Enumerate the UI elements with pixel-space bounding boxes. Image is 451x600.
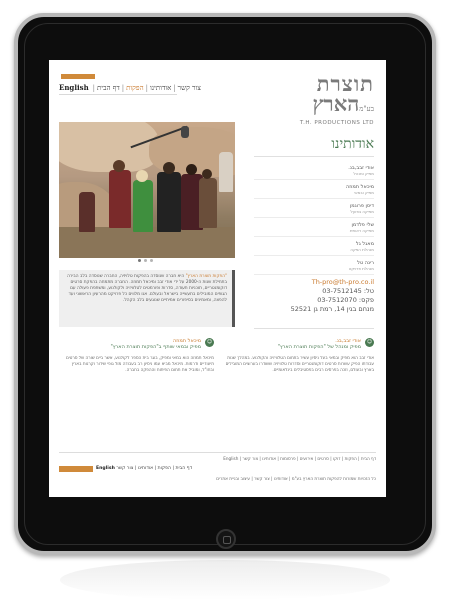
company-intro [59, 270, 235, 327]
logo-line-2: בע"מהארץ [312, 91, 374, 116]
team-member[interactable]: אודי זבב,בנ. מפיק ומנהל [254, 163, 374, 180]
slide-dot[interactable] [150, 259, 153, 262]
team-member[interactable]: דיסן פרוגמן מפיקה בפועל [254, 201, 374, 218]
contact-divider [254, 328, 374, 329]
person-icon: ☺ [366, 339, 373, 345]
profile-body: מיכאל תמוזה הוא במאי ומפיק, בוגר בית הספר לקולנוע, אשר ביים שורה של סרטים תיעודיים ודרמות. מיכאל מביא עמו ניסיון רב בעבודה מול גופי שידור וקרנות בארץ ובחו"ל, ומוביל את תחום הפיתוח וההפקה בחברה. [65, 355, 214, 372]
device-reflection [60, 560, 390, 600]
nav-item-contact[interactable]: צור קשר [177, 84, 201, 92]
about-divider [254, 156, 374, 157]
profile-body: אודי זבב הוא מפיק ובמאי בעל ניסיון עשיר בתחום הטלוויזיה והקולנוע. במהלך שנות עבודתו הפיק עשרות סרטים דוקומנטריים וסדרות טלוויזיה ששודרו בערוצים המובילים בארץ ובעולם, וזכה בפרסים רבים בפסטיבלים בינלאומיים. [225, 355, 374, 372]
contact-phone: טל: 03-7512145 [322, 287, 374, 295]
slideshow-dots [138, 259, 153, 262]
nav-accent-bar [61, 74, 95, 79]
person-icon: ☺ [206, 339, 213, 345]
nav-item-about[interactable]: אודותינו [149, 84, 172, 92]
team-list [254, 163, 374, 277]
footer-links-2: English דף הבית | הפקות | אודותינו | צור קשר [96, 466, 193, 471]
about-title: אודותינו [331, 136, 374, 152]
logo-suffix: בע"מ [359, 105, 374, 113]
hero-photo [59, 122, 235, 258]
logo-latin: T.H. PRODUCTIONS LTD [299, 120, 374, 126]
top-nav: English | צור קשר|אודותינו|הפקות|דף הבית [59, 83, 201, 92]
contact-address: מנחם בגין 14, רמת גן 52521 [290, 305, 374, 313]
intro-text: היא חברה שנוסדה בהפקות טלויזיה, החברה שנוסדה בלב הבירה בתחילת שנות ה-2000 על ידי אודי זבב ומיכאל תמוזה. החברה מתמחה בהפקת סרטים דוקומנטריים, תוכניות תעודה, סדרות ופורמטים לטלוויזיה ולקולנוע, ומשתפת פעולה עם הגופים המובילים בתעשייה בישראל ובעולם. אנו מלווים כל פרויקט מהרעיון הראשוני ועד להפצה, ומאמינים בסיפורים אמיתיים שנוגעים בלב הקהל. [67, 274, 227, 303]
team-member[interactable]: רינה טל מנהלת פרויקט [254, 258, 374, 275]
footer-english-link[interactable]: English [96, 466, 115, 471]
home-button[interactable] [216, 529, 236, 549]
profile-title: מיכאל תמוזה [173, 338, 201, 344]
footer-divider [59, 452, 376, 453]
profile-column-2 [64, 338, 214, 373]
slide-dot[interactable] [138, 259, 141, 262]
contact-block [254, 278, 374, 314]
nav-divider [59, 94, 177, 95]
footer-links-1[interactable]: דף הבית | הפקות | דוקו | סרטים | אירועים | פרסומות | אודותינו | צור קשר | English [223, 456, 376, 461]
contact-fax: פקס: 03-7512070 [317, 296, 374, 304]
profile-column-1 [224, 338, 374, 373]
contact-email[interactable]: Th-pro@th-pro.co.il [311, 278, 374, 286]
team-member[interactable]: מיכאל תמוזה מפיק ובמאי [254, 182, 374, 199]
nav-english-link[interactable]: English [59, 83, 89, 92]
profile-title: אודי זבב,בנ. [335, 338, 361, 344]
profile-subtitle: מפיק ומנהל של "הפקות תוצרת הארץ" [277, 344, 361, 350]
intro-highlight: "הפקות תוצרת הארץ" [185, 274, 227, 279]
tablet-screen [49, 60, 386, 497]
team-member[interactable]: מאגל גל מנהלת הפקה [254, 239, 374, 256]
footer-copyright: כל הזכויות שמורות להפקות תוצרת הארץ בע"מ | אודותינו | צור קשר | עיצוב ובניית אתרים [216, 476, 376, 481]
nav-item-productions[interactable]: הפקות [126, 84, 144, 92]
nav-item-home[interactable]: דף הבית [97, 84, 120, 92]
logo-line-1: תוצרת [316, 71, 374, 96]
profile-subtitle: מפיק ובמאי שותף ב"הפקות תוצרת הארץ" [110, 344, 201, 350]
site-logo[interactable] [284, 71, 374, 126]
slide-dot[interactable] [144, 259, 147, 262]
footer-accent-bar [59, 466, 93, 472]
team-member[interactable]: שלי פלדמן מפיקה ראשית [254, 220, 374, 237]
